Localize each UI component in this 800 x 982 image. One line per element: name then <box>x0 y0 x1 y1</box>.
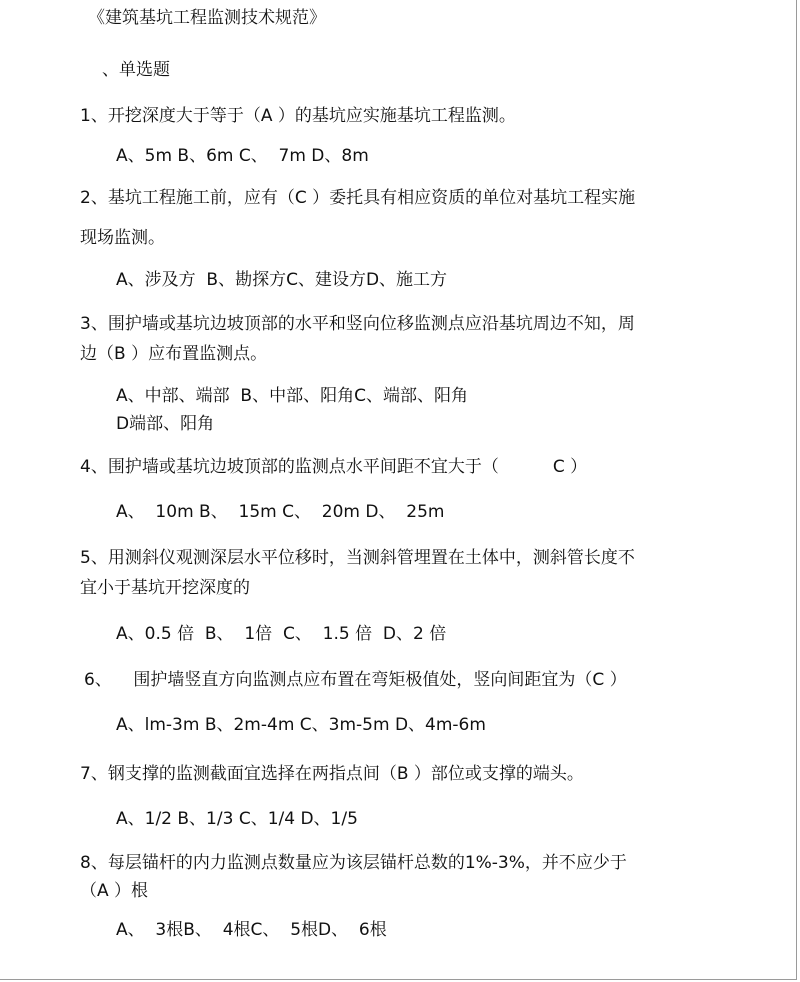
question-1: 1、开挖深度大于等于（A ）的基坑应实施基坑工程监测。 <box>80 106 516 126</box>
document-title: 《建筑基坑工程监测技术规范》 <box>88 8 326 28</box>
question-2-line-2: 现场监测。 <box>80 228 165 248</box>
question-3-line-2: 边（B ）应布置监测点。 <box>80 344 268 364</box>
question-2-line-1: 2、基坑工程施工前，应有（C ）委托具有相应资质的单位对基坑工程实施 <box>80 188 636 208</box>
question-4: 4、围护墙或基坑边坡顶部的监测点水平间距不宜大于（ C ） <box>80 457 588 477</box>
question-5-line-2: 宜小于基坑开挖深度的 <box>80 578 250 598</box>
question-4-options: A、 10m B、 15m C、 20m D、 25m <box>116 502 445 522</box>
question-8-line-2: （A ）根 <box>80 881 149 901</box>
question-3-options-line-2: D端部、阳角 <box>116 414 215 434</box>
question-7-options: A、1/2 B、1/3 C、1/4 D、1/5 <box>116 809 358 829</box>
question-3-options-line-1: A、中部、端部 B、中部、阳角C、端部、阳角 <box>116 386 468 406</box>
question-2-options: A、涉及方 B、勘探方C、建设方D、施工方 <box>116 270 448 290</box>
question-7: 7、钢支撑的监测截面宜选择在两指点间（B ）部位或支撑的端头。 <box>80 764 584 784</box>
question-8-options: A、 3根B、 4根C、 5根D、 6根 <box>116 920 387 940</box>
section-heading: 、单选题 <box>102 60 170 80</box>
question-1-options: A、5m B、6m C、 7m D、8m <box>116 146 369 166</box>
question-6-options: A、lm-3m B、2m-4m C、3m-5m D、4m-6m <box>116 715 486 735</box>
question-3-line-1: 3、围护墙或基坑边坡顶部的水平和竖向位移监测点应沿基坑周边不知，周 <box>80 314 635 334</box>
question-5-line-1: 5、用测斜仪观测深层水平位移时，当测斜管埋置在土体中，测斜管长度不 <box>80 548 635 568</box>
question-8-line-1: 8、每层锚杆的内力监测点数量应为该层锚杆总数的1%-3%，并不应少于 <box>80 853 627 873</box>
question-5-options: A、0.5 倍 B、 1倍 C、 1.5 倍 D、2 倍 <box>116 624 447 644</box>
question-6: 6、 围护墙竖直方向监测点应布置在弯矩极值处，竖向间距宜为（C ） <box>84 670 627 690</box>
